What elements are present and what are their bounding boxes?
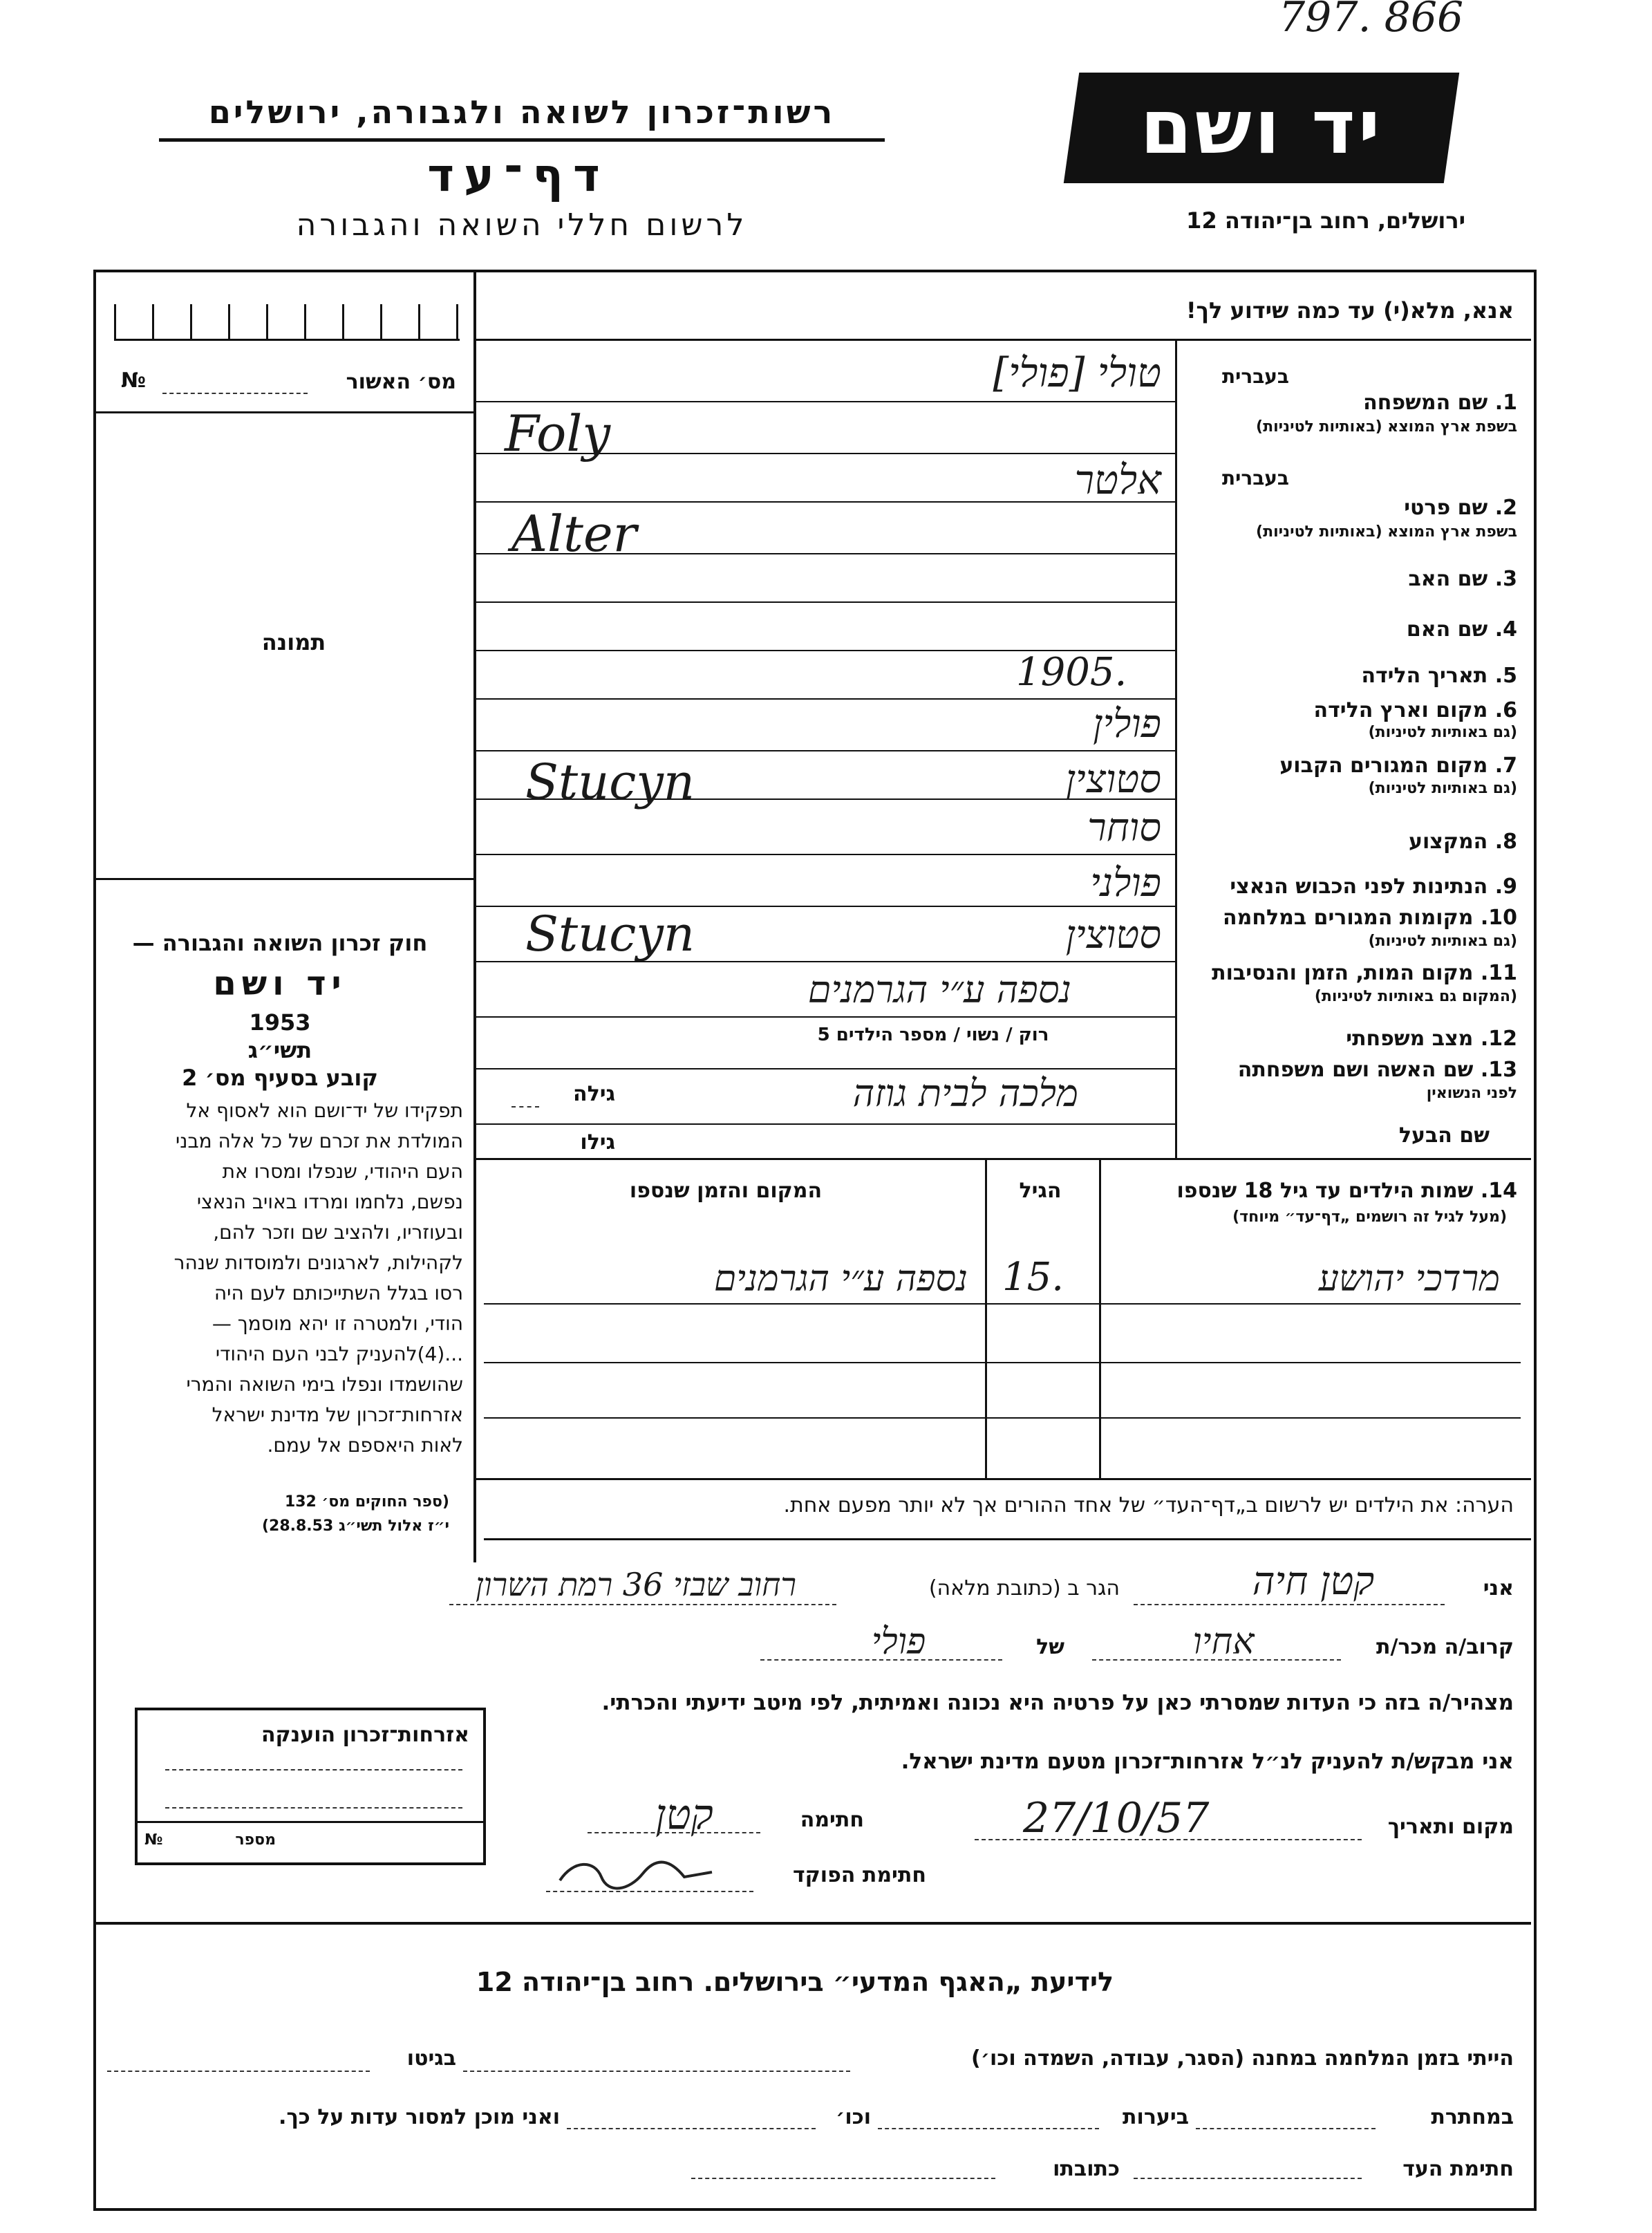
citizenship-box-number-sign: № bbox=[144, 1831, 163, 1849]
wartime-residence-hebrew-value: סטוצין bbox=[1065, 913, 1161, 957]
firstname-hebrew-value: אלטר bbox=[1074, 456, 1161, 503]
law-text bbox=[104, 1096, 463, 1461]
witness-address-label: הגר ב (כתובת מלאה) bbox=[928, 1576, 1120, 1600]
gazette-ref-2: י״ז אלול תשי״ג 28.8.53) bbox=[261, 1517, 449, 1535]
death-circumstances-value: נספה ע״י הגרמנים bbox=[807, 968, 1071, 1011]
fields-labels bbox=[1179, 346, 1517, 1148]
field-13-hint: לפני הנשואין bbox=[1426, 1085, 1517, 1102]
field-13-label: 13. שם האשה ושם משפחתה bbox=[1237, 1058, 1517, 1082]
husband-age-label: גילו bbox=[580, 1130, 615, 1155]
field-11-label: 11. מקום המות, הזמן והנסיבות bbox=[1212, 961, 1517, 985]
children-note: הערה: את הילדים יש לרשום ב„דף־העד״ של אחד ההורים אך לא יותר מפעם אחת. bbox=[783, 1493, 1514, 1517]
witness-relation-value: אחיו bbox=[1192, 1621, 1255, 1663]
gazette-ref-1: (ספר החוקים מס׳ 132 bbox=[284, 1493, 449, 1511]
address: ירושלים, רחוב בן־יהודה 12 bbox=[1186, 207, 1465, 234]
field-12-label: 12. מצב משפחתי bbox=[1346, 1027, 1517, 1051]
surname-hebrew-value: טולי [פולי] bbox=[993, 349, 1161, 396]
bottom-camp-label: הייתי בזמן המלחמה במחנה (הסגר, עבודה, השמדה וכו׳) bbox=[971, 2046, 1514, 2071]
yad-vashem-logo: יד ושם bbox=[1064, 73, 1459, 183]
law-line: רסו בגלל השתייכותם לעם היה bbox=[214, 1282, 463, 1305]
law-line: לקהילות, לארגונים ולמוסדות שנהר bbox=[173, 1251, 463, 1274]
children-age-header: הגיל bbox=[1019, 1179, 1062, 1203]
wife-age-label: גילה bbox=[573, 1082, 615, 1106]
children-names-header: 14. שמות הילדים עד גיל 18 שנספו bbox=[1176, 1179, 1517, 1203]
form-title: דף־עד bbox=[427, 149, 610, 202]
field-3-label: 3. שם האב bbox=[1408, 567, 1517, 591]
law-line: הודי, ולמטרה זו יהא מוסמך — bbox=[212, 1312, 463, 1335]
signature-label: חתימה bbox=[800, 1808, 864, 1832]
firstname-latin-value: Alter bbox=[511, 505, 637, 563]
law-line: ובעוזריו, ולהציב שם וזכר להם, bbox=[213, 1221, 463, 1244]
field-9-label: 9. הנתינות לפני הכבוש הנאצי bbox=[1230, 875, 1517, 899]
law-line: תפקידו של יד־ושם הוא לאסוף אל bbox=[186, 1099, 463, 1122]
witness-name-value: קטן חיה bbox=[1252, 1559, 1375, 1604]
field-1-latin-hint: בשפת ארץ המוצא (באותיות לטיניות) bbox=[1256, 418, 1517, 436]
field-6-hint: (גם באותיות לטיניות) bbox=[1368, 724, 1517, 741]
children-names-subheader: (מעל לגיל זה רושמים „דף־עד״ מיוחד) bbox=[1232, 1208, 1507, 1226]
citizenship-box-number-label: מספר bbox=[235, 1831, 276, 1849]
bottom-forests-label: ביערות bbox=[1123, 2105, 1189, 2129]
citizenship-box bbox=[135, 1708, 486, 1865]
witness-of-value: פולי bbox=[871, 1621, 926, 1663]
officer-signature-scribble bbox=[553, 1853, 719, 1894]
citizenship-box-title: אזרחות־זכרון הוענקה bbox=[261, 1723, 469, 1747]
bottom-etc-label: וכו׳ bbox=[836, 2105, 871, 2129]
witness-declaration: מצהיר/ה בזה כי העדות שמסרתי כאן על פרטיה היא נכונה ואמיתית, לפי מיטב ידיעתי והכרתי. bbox=[601, 1690, 1514, 1715]
witness-address-value: רחוב שבזי 36 רמת השרון bbox=[476, 1566, 796, 1603]
witness-relation-label: קרוב/ה מכר/ת bbox=[1376, 1635, 1514, 1659]
signature-value: קטן bbox=[655, 1791, 713, 1839]
witness-ani-label: אני bbox=[1483, 1576, 1514, 1600]
spouse-name-value: מלכה לבית גוזה bbox=[852, 1072, 1078, 1115]
scribble-icon bbox=[553, 1853, 719, 1894]
field-11-hint: (המקום גם באותיות לטיניות) bbox=[1314, 988, 1517, 1005]
field-2-latin-hint: בשפת ארץ המוצא (באותיות לטיניות) bbox=[1256, 523, 1517, 541]
child-age-value: 15. bbox=[1002, 1255, 1064, 1300]
birthplace-value: פולין bbox=[1093, 702, 1161, 747]
field-5-label: 5. תאריך הלידה bbox=[1361, 664, 1517, 688]
occupation-value: סוחר bbox=[1087, 805, 1161, 850]
law-year-hebrew: תשי״ג bbox=[247, 1037, 312, 1063]
field-7-label: 7. מקום המגורים הקבוע bbox=[1279, 754, 1517, 778]
field-1-hebrew-tag: בעברית bbox=[1221, 365, 1289, 388]
family-status-value bbox=[698, 1025, 1168, 1045]
wartime-residence-latin-value: Stucyn bbox=[525, 906, 695, 962]
law-line: ...(4)להעניק לבני העם היהודי bbox=[215, 1343, 463, 1365]
photo-label: תמונה bbox=[261, 629, 326, 655]
witness-of-label: של bbox=[1036, 1635, 1064, 1659]
archive-number: 797. 866 bbox=[1279, 0, 1464, 41]
field-1-label: 1. שם המשפחה bbox=[1363, 391, 1517, 415]
bottom-underground-label: במחתרת bbox=[1431, 2105, 1514, 2129]
law-line: העם היהודי, שנפלו ומסרו את bbox=[222, 1160, 463, 1183]
authority-name: רשות־זכרון לשואה ולגבורה, ירושלים bbox=[208, 93, 836, 131]
law-line: לאות היאספם אל עמם. bbox=[267, 1434, 463, 1457]
birthdate-value: 1905. bbox=[1016, 650, 1127, 695]
child-name-value: מרדכי יהושע bbox=[1318, 1258, 1500, 1300]
law-line: נפשם, נלחמו ומרדו באויב הנאצי bbox=[196, 1190, 463, 1213]
intro-instruction: אנא, מלא(י) עד כמה שידוע לך! bbox=[1185, 297, 1514, 324]
law-line: המולדת את זכרם של כל אלה מבני bbox=[175, 1130, 463, 1152]
confirm-no-sign: № bbox=[121, 368, 147, 393]
field-2-hebrew-tag: בעברית bbox=[1221, 467, 1289, 489]
form-subtitle: לרשום חללי השואה והגבורה bbox=[296, 207, 748, 243]
family-status-line: רוק / נשוי / מספר הילדים 5 bbox=[817, 1025, 1049, 1045]
field-10-label: 10. מקומות המגורים במלחמה bbox=[1223, 906, 1517, 930]
officer-signature-label: חתימת הפוקד bbox=[793, 1863, 926, 1887]
place-date-value: 27/10/57 bbox=[1023, 1794, 1210, 1842]
husband-label: שם הבעל bbox=[1398, 1123, 1490, 1148]
residence-latin-value: Stucyn bbox=[525, 754, 695, 810]
bottom-title: לידיעת „האגף המדעי״ בירושלים. רחוב בן־יהודה 12 bbox=[476, 1967, 1114, 1997]
field-2-label: 2. שם פרטי bbox=[1404, 496, 1517, 520]
field-6-label: 6. מקום וארץ הלידה bbox=[1313, 698, 1517, 722]
law-name: יד ושם bbox=[213, 964, 347, 1003]
witness-request: אני מבקש/ת להעניק לנ״ל אזרחות־זכרון מטעם מדינת ישראל. bbox=[901, 1749, 1514, 1774]
confirm-no-label: מס׳ האשור bbox=[346, 370, 456, 394]
residence-hebrew-value: סטוצין bbox=[1065, 757, 1161, 802]
citizenship-value: פולני bbox=[1090, 861, 1161, 906]
bottom-witness-signature-label: חתימת העד bbox=[1402, 2157, 1514, 2181]
bottom-testimony-label: ואני מוכן למסור עדות על כך. bbox=[279, 2105, 560, 2129]
field-8-label: 8. המקצוע bbox=[1409, 830, 1517, 854]
law-year-number: 1953 bbox=[249, 1009, 311, 1036]
field-4-label: 4. שם האם bbox=[1406, 617, 1517, 642]
law-line: שהושמדו ונפלו בימי השואה והמרי bbox=[186, 1373, 463, 1396]
children-place-header: המקום והזמן שנספו bbox=[629, 1179, 823, 1203]
child-place-value: נספה ע״י הגרמנים bbox=[713, 1258, 968, 1300]
bottom-address-label: כתובתו bbox=[1053, 2157, 1120, 2181]
surname-latin-value: Foly bbox=[505, 404, 611, 463]
tick-boxes bbox=[114, 304, 460, 339]
field-7-hint: (גם באותיות לטיניות) bbox=[1368, 780, 1517, 797]
law-title: חוק זכרון השואה והגבורה — bbox=[132, 930, 428, 956]
law-line: אזרחות־זכרון של מדינת ישראל bbox=[212, 1403, 463, 1426]
bottom-ghetto-label: בגיטו bbox=[406, 2046, 456, 2071]
law-clause: קובע בסעיף מס׳ 2 bbox=[182, 1065, 378, 1091]
field-10-hint: (גם באותיות לטיניות) bbox=[1368, 933, 1517, 950]
place-date-label: מקום ותאריך bbox=[1387, 1815, 1514, 1839]
